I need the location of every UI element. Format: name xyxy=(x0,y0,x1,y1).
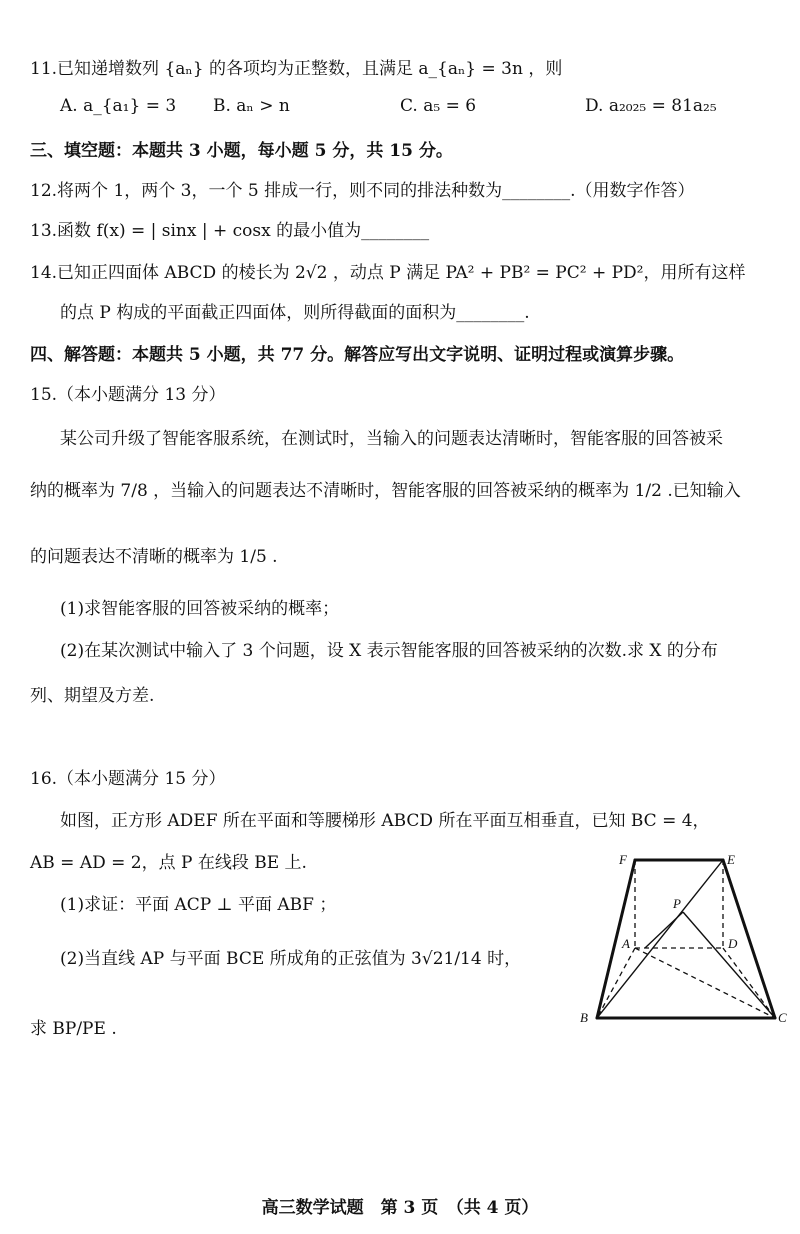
page-footer: 高三数学试题 第 3 页 （共 4 页） xyxy=(261,1198,539,1218)
q16-subquestion-1: (1)求证：平面 ACP ⊥ 平面 ABF ； xyxy=(60,895,337,915)
section-3-heading: 三、填空题：本题共 3 小题，每小题 5 分，共 15 分。 xyxy=(30,141,453,161)
q15-subquestion-1: (1)求智能客服的回答被采纳的概率； xyxy=(60,599,340,619)
q15-paragraph-1: 某公司升级了智能客服系统，在测试时，当输入的问题表达清晰时，智能客服的回答被采 xyxy=(60,429,723,449)
q15-subquestion-2b: 列、期望及方差. xyxy=(30,686,155,706)
figure-label-a: A xyxy=(622,936,630,951)
q11-option-b: B. aₙ > n xyxy=(213,96,290,116)
q15-header: 15.（本小题满分 13 分） xyxy=(30,385,226,405)
figure-label-e: E xyxy=(727,852,735,867)
q16-paragraph-2: AB = AD = 2，点 P 在线段 BE 上. xyxy=(30,853,307,873)
figure-label-p: P xyxy=(673,896,681,911)
geometry-figure xyxy=(575,850,790,1030)
q11-option-c: C. a₅ = 6 xyxy=(400,96,477,116)
q12: 12.将两个 1，两个 3，一个 5 排成一行，则不同的排法种数为________.（用数字作答） xyxy=(30,181,695,201)
q15-paragraph-3: 的问题表达不清晰的概率为 1/5 . xyxy=(30,547,278,567)
figure-label-f: F xyxy=(619,852,627,867)
q15-paragraph-2: 纳的概率为 7/8 ，当输入的问题表达不清晰时，智能客服的回答被采纳的概率为 1/2 .已知输入 xyxy=(30,481,741,501)
q14-line1: 14.已知正四面体 ABCD 的棱长为 2√2 ，动点 P 满足 PA² + PB² = PC² + PD²，用所有这样 xyxy=(30,263,746,283)
q11-option-d: D. a₂₀₂₅ = 81a₂₅ xyxy=(585,96,717,116)
q11-stem: 11.已知递增数列 {aₙ} 的各项均为正整数，且满足 a_{aₙ} = 3n ，则 xyxy=(30,59,563,79)
q14-line2: 的点 P 构成的平面截正四面体，则所得截面的面积为________. xyxy=(60,303,530,323)
q16-subquestion-2: (2)当直线 AP 与平面 BCE 所成角的正弦值为 3√21/14 时， xyxy=(60,949,522,969)
section-4-heading: 四、解答题：本题共 5 小题，共 77 分。解答应写出文字说明、证明过程或演算步骤。 xyxy=(30,345,685,365)
q16-subquestion-2b: 求 BP/PE . xyxy=(30,1019,117,1039)
q13: 13.函数 f(x) = | sinx | + cosx 的最小值为________ xyxy=(30,221,430,241)
q16-paragraph-1: 如图，正方形 ADEF 所在平面和等腰梯形 ABCD 所在平面互相垂直，已知 BC = 4， xyxy=(60,811,710,831)
figure-label-d: D xyxy=(728,936,738,951)
q15-subquestion-2a: (2)在某次测试中输入了 3 个问题，设 X 表示智能客服的回答被采纳的次数.求 X 的分布 xyxy=(60,641,718,661)
figure-label-b: B xyxy=(580,1010,588,1025)
q11-option-a: A. a_{a₁} = 3 xyxy=(60,96,177,116)
figure-label-c: C xyxy=(778,1010,787,1025)
q16-header: 16.（本小题满分 15 分） xyxy=(30,769,226,789)
